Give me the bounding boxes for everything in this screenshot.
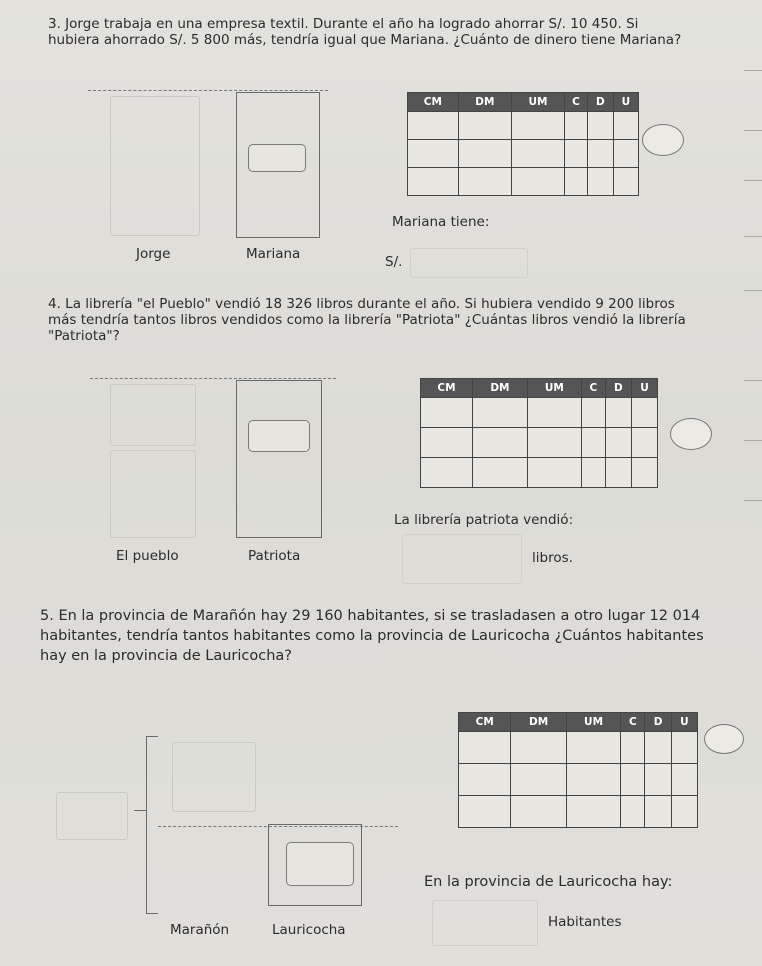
header-um: UM [512,93,565,112]
cell[interactable] [645,732,672,764]
cell[interactable] [408,140,459,168]
cell[interactable] [527,428,581,458]
problem-4-result-label: La librería patriota vendió: [394,512,574,528]
edge-mark [744,236,762,237]
cell[interactable] [458,112,511,140]
cell[interactable] [566,796,621,828]
cell[interactable] [564,140,587,168]
cell[interactable] [527,458,581,488]
cell[interactable] [671,732,697,764]
edge-mark [744,180,762,181]
header-d: D [645,713,672,732]
cell[interactable] [511,732,566,764]
cell[interactable] [613,168,638,196]
problem-3-text: 3. Jorge trabaja en una empresa textil. Durante el año ha logrado ahorrar S/. 10 450. Si hubiera ahorrado S/. 5 800 más, tendría igual que Mariana. ¿Cuánto de dinero tiene Mariana? [48,16,682,48]
operation-sign-oval-3[interactable] [642,124,684,156]
cell[interactable] [566,732,621,764]
place-value-table-4 [420,378,658,488]
problem-4-dashed-line [90,378,336,379]
cell[interactable] [421,458,473,488]
patriota-bar-input[interactable] [248,420,310,452]
header-u: U [613,93,638,112]
cell[interactable] [421,428,473,458]
jorge-label: Jorge [136,246,171,262]
problem-5-text: 5. En la provincia de Marañón hay 29 160 habitantes, si se trasladasen a otro lugar 12 014 habitantes, tendría tantos habitantes como la provincia de Lauricocha ¿Cuántos habitantes hay en la provincia de Lauricocha? [40,608,704,664]
mariana-label: Mariana [246,246,301,262]
header-dm: DM [473,379,528,398]
header-d: D [605,379,631,398]
edge-mark [744,380,762,381]
header-um: UM [527,379,581,398]
el-pueblo-label: El pueblo [116,548,179,564]
cell[interactable] [621,796,645,828]
problem-5-result-label: En la provincia de Lauricocha hay: [424,874,673,890]
header-c: C [582,379,606,398]
edge-mark [744,130,762,131]
problem-3-answer-box[interactable] [410,248,528,278]
problem-3-unit: S/. [385,254,403,270]
header-dm: DM [458,93,511,112]
el-pueblo-bar-top [110,384,196,446]
cell[interactable] [613,140,638,168]
edge-mark [744,500,762,501]
operation-sign-oval-5[interactable] [704,724,744,754]
cell[interactable] [473,428,528,458]
maranon-upper-part [172,742,256,812]
cell[interactable] [671,796,697,828]
cell[interactable] [632,428,658,458]
lauricocha-bar-input[interactable] [286,842,354,886]
cell[interactable] [458,168,511,196]
cell[interactable] [511,764,566,796]
cell[interactable] [473,458,528,488]
cell[interactable] [621,732,645,764]
header-um: UM [566,713,621,732]
cell[interactable] [459,796,511,828]
problem-3-result-label: Mariana tiene: [392,214,490,230]
cell[interactable] [605,398,631,428]
el-pueblo-bar-bottom [110,450,196,538]
cell[interactable] [512,168,565,196]
cell[interactable] [511,796,566,828]
problem-4-unit: libros. [532,550,573,566]
cell[interactable] [582,428,606,458]
place-value-table-3 [407,92,639,196]
cell[interactable] [459,764,511,796]
maranon-bracket [146,736,158,914]
header-cm: CM [421,379,473,398]
cell[interactable] [564,168,587,196]
patriota-label: Patriota [248,548,301,564]
cell[interactable] [582,458,606,488]
cell[interactable] [588,112,614,140]
cell[interactable] [613,112,638,140]
cell[interactable] [512,112,565,140]
place-value-table-5 [458,712,698,828]
jorge-bar-faint [110,96,200,236]
bracket-tick [134,810,146,811]
maranon-label: Marañón [170,922,230,938]
cell[interactable] [408,168,459,196]
cell[interactable] [621,764,645,796]
cell[interactable] [632,458,658,488]
cell[interactable] [527,398,581,428]
header-dm: DM [511,713,566,732]
header-u: U [671,713,697,732]
cell[interactable] [645,764,672,796]
cell[interactable] [512,140,565,168]
operation-sign-oval-4[interactable] [670,418,712,450]
problem-3-dashed-line [88,90,328,91]
patriota-bar [236,380,322,538]
cell[interactable] [632,398,658,428]
problem-5-answer-box[interactable] [432,900,538,946]
header-c: C [621,713,645,732]
lauricocha-label: Lauricocha [272,922,346,938]
cell[interactable] [671,764,697,796]
header-d: D [588,93,614,112]
edge-mark [744,70,762,71]
cell[interactable] [564,112,587,140]
cell[interactable] [421,398,473,428]
cell[interactable] [588,140,614,168]
problem-4-answer-box[interactable] [402,534,522,584]
header-cm: CM [408,93,459,112]
edge-mark [744,440,762,441]
cell[interactable] [605,428,631,458]
cell[interactable] [408,112,459,140]
problem-4-text: 4. La librería "el Pueblo" vendió 18 326 libros durante el año. Si hubiera vendido 9 200 libros más tendría tantos libros vendidos como la librería "Patriota" ¿Cuántas libros vendió la librería "Patriota"? [48,296,686,344]
cell[interactable] [645,796,672,828]
edge-mark [744,290,762,291]
cell[interactable] [582,398,606,428]
cell[interactable] [473,398,528,428]
problem-5-unit: Habitantes [548,914,622,930]
cell[interactable] [459,732,511,764]
maranon-total-box[interactable] [56,792,128,840]
header-u: U [632,379,658,398]
cell[interactable] [458,140,511,168]
mariana-bar-input[interactable] [248,144,306,172]
cell[interactable] [566,764,621,796]
cell[interactable] [588,168,614,196]
header-cm: CM [459,713,511,732]
cell[interactable] [605,458,631,488]
header-c: C [564,93,587,112]
